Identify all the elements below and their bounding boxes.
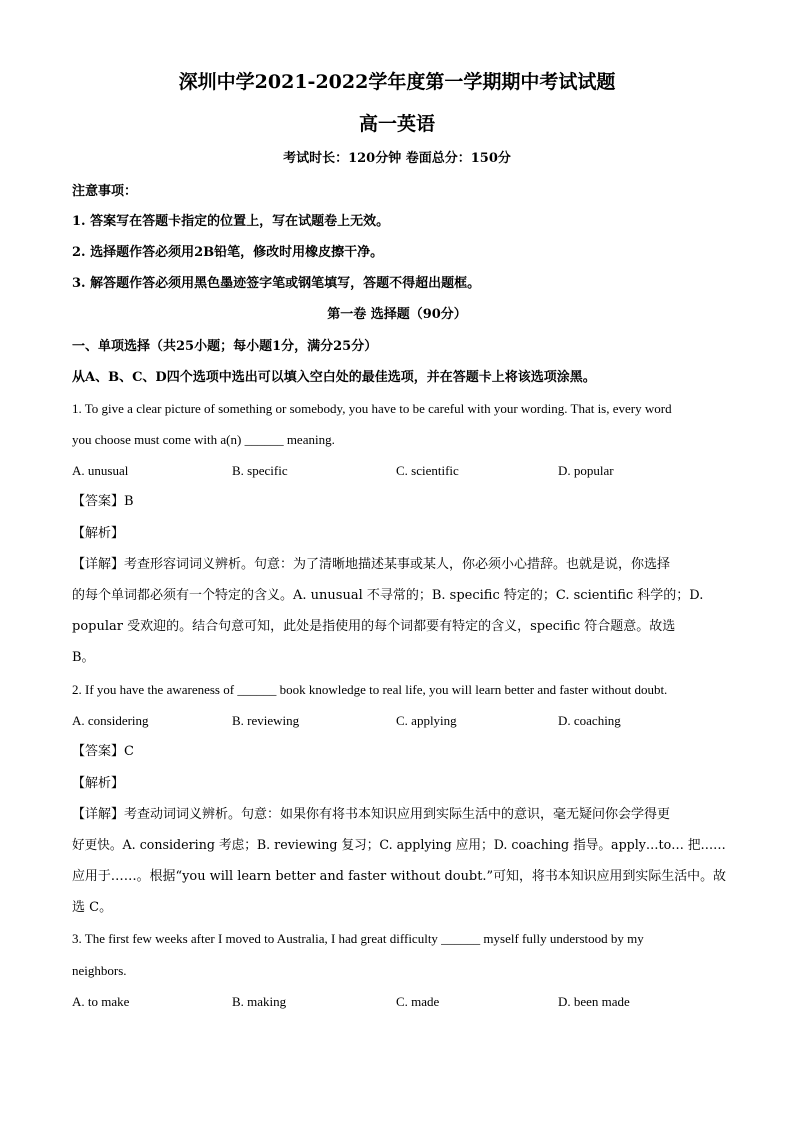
question-stem: 1. To give a clear picture of something or somebody, you have to be careful with your wording. That is, every word <box>72 401 672 416</box>
detail-text: popular 受欢迎的。结合句意可知，此处是指使用的每个词都要有特定的含义，specific 符合题意。故选 <box>72 619 676 634</box>
option-a: A. to make <box>72 994 130 1009</box>
detail-text: 应用于……。根据“you will learn better and faster without doubt.”可知，将书本知识应用到实际生活中。故 <box>72 869 726 884</box>
option-b: B. making <box>232 994 287 1009</box>
section-instruction: 从A、B、C、D四个选项中选出可以填入空白处的最佳选项，并在答题卡上将该选项涂黑。 <box>72 370 596 385</box>
note-item: 3. 解答题作答必须用黑色墨迹签字笔或钢笔填写，答题不得超出题框。 <box>72 276 481 291</box>
option-b: B. reviewing <box>232 713 300 728</box>
note-item: 1. 答案写在答题卡指定的位置上，写在试题卷上无效。 <box>72 214 390 229</box>
note-item: 2. 选择题作答必须用2B铅笔，修改时用橡皮擦干净。 <box>72 245 384 260</box>
question-stem: 3. The first few weeks after I moved to Australia, I had great difficulty ______ myself fully understood by my <box>72 931 644 946</box>
answer-label: 【答案】B <box>72 494 134 509</box>
analysis-label: 【解析】 <box>72 526 125 541</box>
exam-title: 深圳中学2021-2022学年度第一学期期中考试试题 <box>178 71 616 93</box>
detail-text: B。 <box>72 650 95 665</box>
exam-subtitle: 高一英语 <box>358 113 435 135</box>
analysis-label: 【解析】 <box>72 776 125 791</box>
option-c: C. scientific <box>396 463 459 478</box>
detail-text: 好更快。A. considering 考虑；B. reviewing 复习；C. applying 应用；D. coaching 指导。apply…to… 把…… <box>72 838 726 853</box>
question-stem: neighbors. <box>72 963 127 978</box>
part-title: 第一卷 选择题（90分） <box>327 307 467 322</box>
detail-text: 的每个单词都必须有一个特定的含义。A. unusual 不寻常的；B. specific 特定的；C. scientific 科学的；D. <box>72 588 704 603</box>
detail-text: 【详解】考查动词词义辨析。句意：如果你有将书本知识应用到实际生活中的意识，毫无疑问你会学得更 <box>72 807 671 822</box>
option-d: D. been made <box>558 994 630 1009</box>
detail-text: 选 C。 <box>72 900 113 915</box>
notes-heading: 注意事项： <box>72 184 138 199</box>
option-d: D. popular <box>558 463 614 478</box>
question-stem: you choose must come with a(n) ______ meaning. <box>72 432 335 447</box>
option-b: B. specific <box>232 463 288 478</box>
option-a: A. unusual <box>72 463 129 478</box>
detail-text: 【详解】考查形容词词义辨析。句意：为了清晰地描述某事或某人，你必须小心措辞。也就是说，你选择 <box>72 557 671 572</box>
option-c: C. applying <box>396 713 457 728</box>
exam-info: 考试时长：120分钟 卷面总分：150分 <box>283 151 511 166</box>
section-heading: 一、单项选择（共25小题；每小题1分，满分25分） <box>72 339 378 354</box>
question-stem: 2. If you have the awareness of ______ book knowledge to real life, you will learn better and faster without doubt. <box>72 682 668 697</box>
answer-label: 【答案】C <box>72 744 134 759</box>
option-c: C. made <box>396 994 440 1009</box>
option-a: A. considering <box>72 713 149 728</box>
option-d: D. coaching <box>558 713 621 728</box>
